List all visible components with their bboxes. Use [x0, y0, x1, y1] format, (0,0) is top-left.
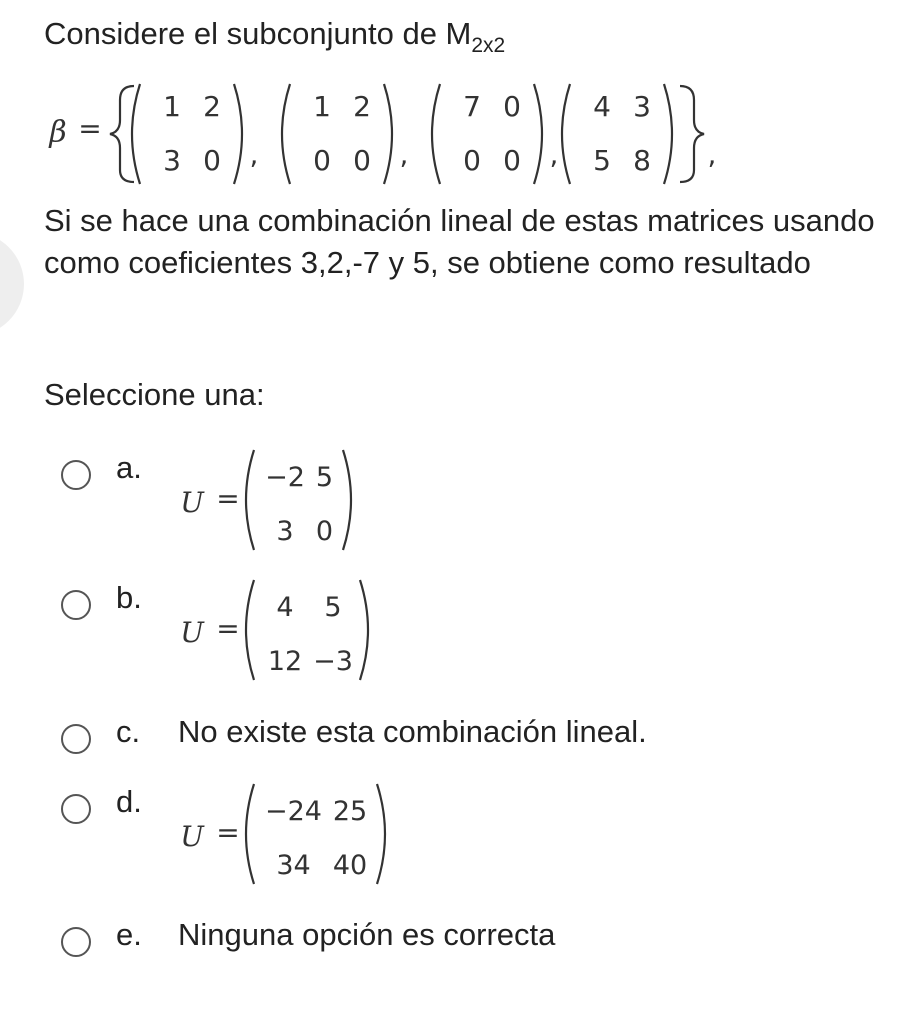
option-matrix-cell: 12 [267, 646, 303, 677]
matrix-separator-comma: , [549, 138, 559, 171]
heading-text: Considere el subconjunto de M [44, 16, 472, 51]
option-d[interactable] [60, 782, 840, 902]
option-text: Ninguna opción es correcta [178, 917, 556, 952]
beta-equals-sign: = [78, 112, 102, 145]
option-matrix-cell: 34 [276, 850, 311, 881]
beta-symbol: β [49, 115, 67, 150]
option-matrix-cell: 4 [276, 592, 294, 623]
option-letter: c. [116, 714, 141, 749]
option-matrix-left-paren [246, 450, 254, 550]
question-heading [44, 14, 505, 58]
option-matrix-cell: 25 [332, 796, 368, 827]
radio-button-d[interactable] [61, 794, 91, 824]
radio-button-a[interactable] [61, 460, 91, 490]
matrix-2-left-paren [282, 84, 290, 184]
option-matrix-cell: 3 [276, 516, 294, 547]
option-e[interactable] [60, 915, 840, 1035]
option-matrix-cell: −24 [265, 796, 322, 827]
matrix-separator-comma: , [399, 138, 409, 171]
matrix-4-left-paren [562, 84, 570, 184]
matrix-2-right-paren [384, 84, 392, 184]
option-matrix-right-paren [343, 450, 351, 550]
option-b[interactable] [60, 578, 840, 698]
matrix-1-cell: 3 [163, 144, 181, 177]
option-matrix-cell: 5 [324, 592, 342, 623]
matrix-2-cell: 2 [353, 90, 371, 123]
left-brace [110, 86, 134, 182]
matrix-separator-comma: , [249, 138, 259, 171]
option-letter: e. [116, 917, 142, 952]
option-equals-sign: = [216, 816, 240, 849]
option-matrix-right-paren [360, 580, 368, 680]
option-variable-u: U [180, 486, 204, 519]
radio-button-c[interactable] [61, 724, 91, 754]
matrix-1-cell: 2 [203, 90, 221, 123]
option-letter: b. [116, 580, 142, 615]
select-one-label: Seleccione una: [44, 377, 265, 412]
option-variable-u: U [180, 820, 204, 853]
option-matrix-right-paren [377, 784, 385, 884]
option-matrix-expression [178, 444, 498, 554]
option-equals-sign: = [216, 612, 240, 645]
matrix-3-cell: 0 [503, 90, 521, 123]
option-matrix-cell: 0 [315, 516, 334, 547]
option-letter: a. [116, 450, 142, 485]
matrix-4-cell: 3 [633, 90, 651, 123]
matrix-4-cell: 4 [593, 90, 611, 123]
option-matrix-left-paren [246, 784, 254, 884]
matrix-3-left-paren [432, 84, 440, 184]
matrix-4-cell: 8 [633, 144, 651, 177]
matrix-4-right-paren [664, 84, 672, 184]
radio-button-e[interactable] [61, 927, 91, 957]
matrix-1-cell: 1 [163, 90, 181, 123]
option-a[interactable] [60, 448, 840, 568]
matrix-3-cell: 0 [463, 144, 481, 177]
matrix-1-cell: 0 [203, 144, 221, 177]
heading-subscript: 2x2 [471, 34, 506, 57]
beta-set-svg [44, 74, 724, 194]
option-letter: d. [116, 784, 142, 819]
option-matrix-cell: 5 [315, 462, 334, 493]
matrix-3-cell: 7 [463, 90, 481, 123]
option-matrix-cell: 40 [332, 850, 368, 881]
matrix-1-left-paren [132, 84, 140, 184]
matrix-2-cell: 0 [353, 144, 371, 177]
option-matrix-expression [178, 778, 498, 888]
beta-set-expression [44, 74, 724, 194]
matrix-4-cell: 5 [593, 144, 611, 177]
matrix-2-cell: 1 [313, 90, 331, 123]
matrix-3-cell: 0 [503, 144, 521, 177]
right-brace [680, 86, 704, 182]
matrix-2-cell: 0 [313, 144, 331, 177]
option-text: No existe esta combinación lineal. [178, 714, 647, 749]
radio-button-b[interactable] [61, 590, 91, 620]
option-matrix-cell: −2 [265, 462, 305, 493]
option-matrix-cell: −3 [313, 646, 353, 677]
option-matrix-left-paren [246, 580, 254, 680]
trailing-comma: , [707, 138, 717, 171]
side-edge-decoration [0, 232, 24, 336]
option-equals-sign: = [216, 482, 240, 515]
matrix-3-right-paren [534, 84, 542, 184]
question-paragraph: Si se hace una combinación lineal de estas matrices usando como coeficientes 3,2,-7 y 5, se obtiene como resultado [44, 203, 875, 280]
option-matrix-expression [178, 574, 498, 684]
matrix-1-right-paren [234, 84, 242, 184]
option-variable-u: U [180, 616, 204, 649]
